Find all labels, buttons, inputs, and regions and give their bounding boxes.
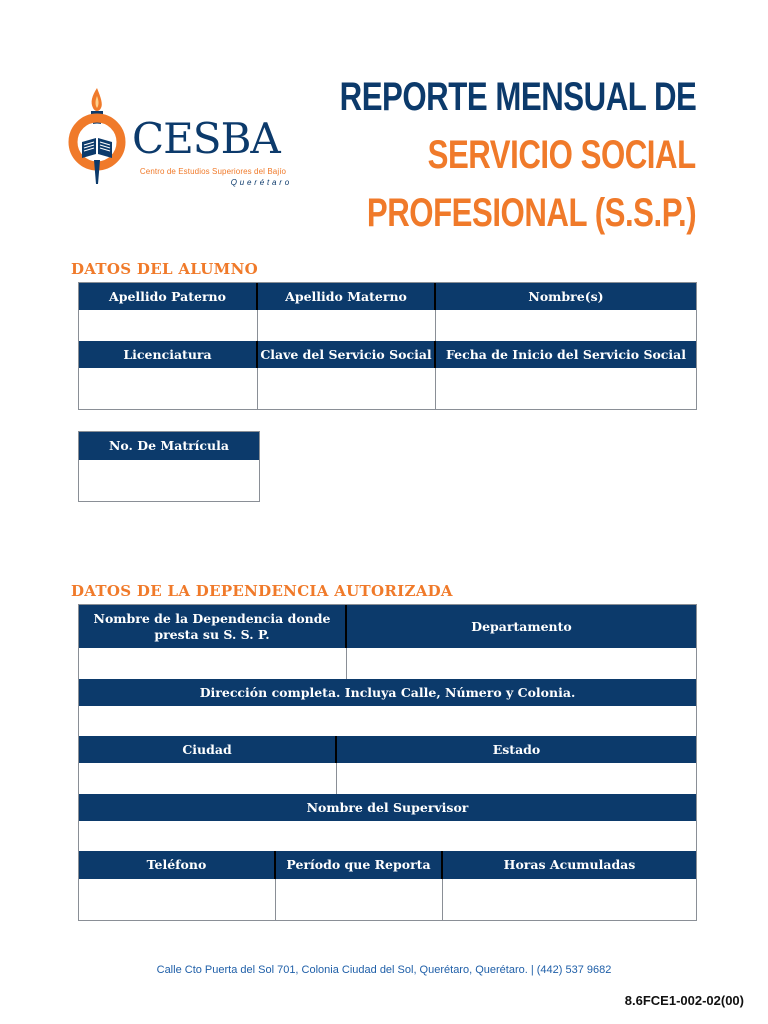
input-direccion[interactable] xyxy=(79,706,696,736)
matricula-table xyxy=(78,431,260,502)
input-telefono[interactable] xyxy=(79,879,275,920)
header-apellido-materno: Apellido Materno xyxy=(258,283,434,310)
logo-name: CESBA xyxy=(132,114,280,163)
input-apellido-materno[interactable] xyxy=(258,310,434,341)
header-apellido-paterno: Apellido Paterno xyxy=(79,283,256,310)
dependencia-table xyxy=(78,604,697,921)
section-heading-alumno: DATOS DEL ALUMNO xyxy=(71,260,258,278)
title-line-3: PROFESIONAL (S.S.P.) xyxy=(366,191,696,235)
header-nombres: Nombre(s) xyxy=(436,283,696,310)
header-ciudad: Ciudad xyxy=(79,736,335,763)
header-periodo: Período que Reporta xyxy=(276,851,441,879)
input-estado[interactable] xyxy=(337,763,696,794)
cesba-logo xyxy=(66,84,292,194)
input-periodo[interactable] xyxy=(276,879,441,920)
title-line-1: REPORTE MENSUAL DE xyxy=(339,75,696,119)
header-telefono: Teléfono xyxy=(79,851,274,879)
input-departamento[interactable] xyxy=(347,648,696,679)
header-direccion: Dirección completa. Incluya Calle, Número y Colonia. xyxy=(79,679,696,706)
header-estado: Estado xyxy=(337,736,696,763)
logo-subtitle: Centro de Estudios Superiores del Bajío xyxy=(139,167,287,176)
input-clave-servicio[interactable] xyxy=(258,368,434,409)
input-matricula[interactable] xyxy=(79,460,259,501)
header-fecha-inicio: Fecha de Inicio del Servicio Social xyxy=(436,341,696,368)
alumno-table xyxy=(78,282,697,410)
document-code: 8.6FCE1-002-02(00) xyxy=(624,993,744,1008)
title-line-2: SERVICIO SOCIAL xyxy=(427,133,696,177)
input-licenciatura[interactable] xyxy=(79,368,257,409)
torch-book-emblem-icon xyxy=(66,84,128,190)
header-horas: Horas Acumuladas xyxy=(443,851,696,879)
input-supervisor[interactable] xyxy=(79,821,696,851)
header-matricula: No. De Matrícula xyxy=(79,432,259,460)
input-nombre-dependencia[interactable] xyxy=(79,648,346,679)
header-supervisor: Nombre del Supervisor xyxy=(79,794,696,821)
header-nombre-dependencia: Nombre de la Dependencia donde presta su S. S. P. xyxy=(79,605,345,648)
header-departamento: Departamento xyxy=(347,605,696,648)
input-fecha-inicio[interactable] xyxy=(436,368,696,409)
section-heading-dependencia: DATOS DE LA DEPENDENCIA AUTORIZADA xyxy=(71,582,453,600)
input-ciudad[interactable] xyxy=(79,763,336,794)
input-apellido-paterno[interactable] xyxy=(79,310,257,341)
header-licenciatura: Licenciatura xyxy=(79,341,256,368)
footer-address: Calle Cto Puerta del Sol 701, Colonia Ciudad del Sol, Querétaro, Querétaro. | (442) 537 9682 xyxy=(156,964,612,976)
input-horas[interactable] xyxy=(443,879,696,920)
input-nombres[interactable] xyxy=(436,310,696,341)
logo-city: Querétaro xyxy=(230,178,292,187)
header-clave-servicio: Clave del Servicio Social xyxy=(258,341,434,368)
